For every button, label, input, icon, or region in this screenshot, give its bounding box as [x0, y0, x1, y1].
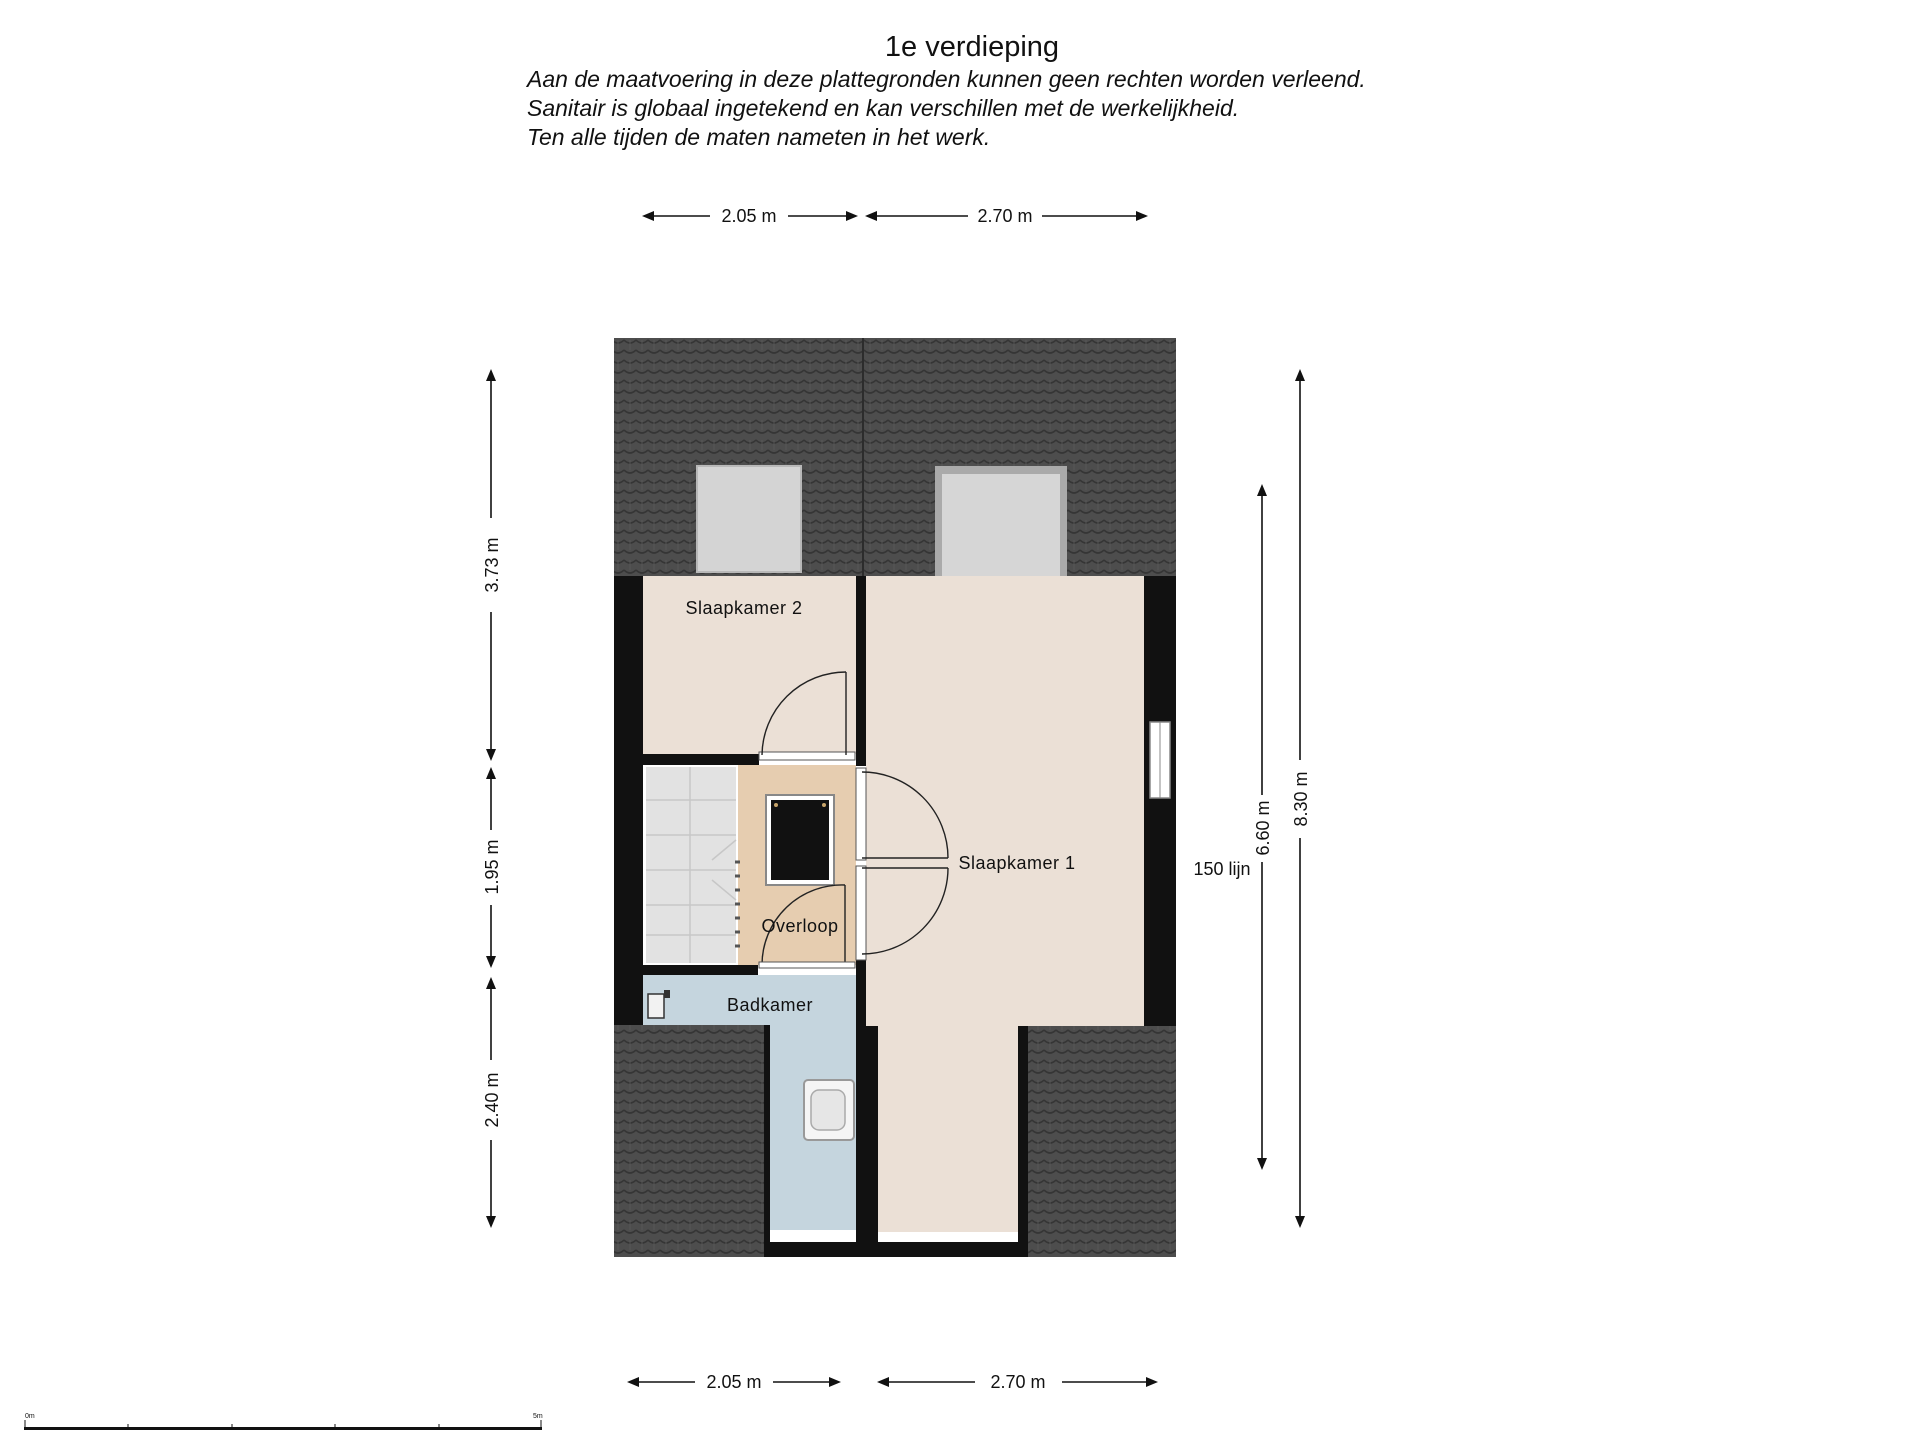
roof-bottom-left: [614, 1025, 764, 1257]
disclaimer-line-1: Aan de maatvoering in deze plattegronden kunnen geen rechten worden verleend.: [527, 66, 1366, 92]
dimension-bottom-right: 2.70 m: [990, 1372, 1046, 1392]
dimension-top: [642, 206, 1148, 226]
room-label-overloop: Overloop: [761, 916, 839, 936]
dimension-right-inner-label: 6.60 m: [1253, 800, 1273, 856]
dimension-right-inner: [1253, 484, 1273, 1170]
floor-slaapkamer-1: [866, 576, 1144, 1026]
staircase: [646, 767, 740, 963]
room-label-slaapkamer-2: Slaapkamer 2: [685, 598, 803, 618]
scale-bar: [24, 1413, 543, 1430]
scale-bar-end-label: 5m: [533, 1413, 543, 1420]
dimension-top-right: 2.70 m: [977, 206, 1033, 226]
knee-wall-note: 150 lijn: [1193, 859, 1251, 879]
room-label-slaapkamer-1: Slaapkamer 1: [958, 853, 1076, 873]
dimension-right-outer-label: 8.30 m: [1291, 771, 1311, 827]
dimension-left-middle: 1.95 m: [482, 839, 502, 895]
floor-slaapkamer-1-extension: [878, 1026, 1018, 1232]
disclaimer-line-2: Sanitair is globaal ingetekend en kan verschillen met de werkelijkheid.: [527, 95, 1240, 121]
disclaimer-line-3: Ten alle tijden de maten nameten in het werk.: [527, 124, 991, 150]
dimension-left-bottom: 2.40 m: [482, 1072, 502, 1128]
attic-hatch: [766, 795, 834, 885]
skylight-left: [697, 466, 801, 572]
sink: [804, 1080, 854, 1140]
scale-bar-start-label: 0m: [25, 1413, 35, 1420]
page-title: 1e verdieping: [884, 31, 1060, 63]
dimension-right-outer: [1291, 369, 1311, 1228]
window-right: [1150, 722, 1170, 798]
dimension-top-left: 2.05 m: [721, 206, 777, 226]
dimension-bottom: [627, 1372, 1158, 1392]
dimension-left: [482, 369, 502, 1228]
dimension-left-top: 3.73 m: [482, 537, 502, 593]
room-label-badkamer: Badkamer: [726, 995, 814, 1015]
dimension-bottom-left: 2.05 m: [706, 1372, 762, 1392]
roof-bottom-right: [1028, 1025, 1176, 1257]
